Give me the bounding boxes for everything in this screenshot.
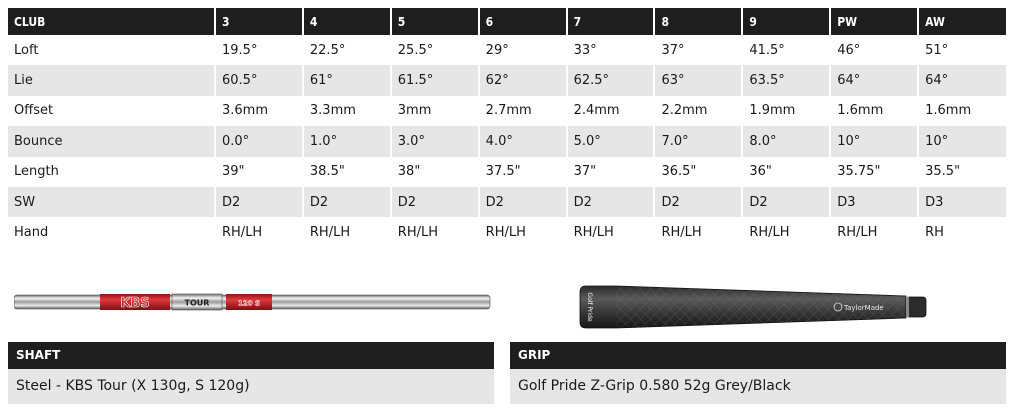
table-cell: RH/LH (830, 217, 918, 247)
table-cell: 10° (830, 126, 918, 156)
table-cell: 37" (567, 157, 655, 187)
row-label: Loft (8, 35, 215, 65)
table-cell: 25.5° (391, 35, 479, 65)
shaft-section (8, 342, 494, 404)
table-cell: 1.6mm (918, 96, 1006, 126)
table-cell: 19.5° (215, 35, 303, 65)
table-cell: 22.5° (303, 35, 391, 65)
row-label: Bounce (8, 126, 215, 156)
table-cell: D2 (654, 187, 742, 217)
table-cell: 36" (742, 157, 830, 187)
table-cell: 2.2mm (654, 96, 742, 126)
grip-title: GRIP (510, 342, 1006, 369)
table-cell: 2.4mm (567, 96, 655, 126)
column-header: 7 (567, 8, 655, 35)
table-cell: 37° (654, 35, 742, 65)
table-cell: 64° (918, 65, 1006, 95)
grip-logo-text: TaylorMade (844, 304, 884, 312)
table-cell: D2 (567, 187, 655, 217)
table-cell: D3 (918, 187, 1006, 217)
table-cell: RH/LH (742, 217, 830, 247)
table-cell: 63.5° (742, 65, 830, 95)
grip-section (510, 342, 1006, 404)
table-cell: 62.5° (567, 65, 655, 95)
column-header: 4 (303, 8, 391, 35)
table-cell: 3.6mm (215, 96, 303, 126)
table-cell: 35.5" (918, 157, 1006, 187)
row-label: Hand (8, 217, 215, 247)
table-cell: 5.0° (567, 126, 655, 156)
table-cell: RH/LH (215, 217, 303, 247)
table-cell: 8.0° (742, 126, 830, 156)
shaft-spec-text: 120 S (237, 299, 261, 308)
table-row-sw (8, 187, 1006, 217)
column-header: AW (918, 8, 1006, 35)
table-cell: RH/LH (479, 217, 567, 247)
table-cell: 29° (479, 35, 567, 65)
column-header: 6 (479, 8, 567, 35)
table-cell: 64° (830, 65, 918, 95)
grip-image (576, 284, 932, 330)
table-cell: RH/LH (567, 217, 655, 247)
specs-table (8, 8, 1006, 248)
grip-value: Golf Pride Z-Grip 0.580 52g Grey/Black (510, 369, 1006, 404)
table-cell: RH/LH (303, 217, 391, 247)
table-cell: 4.0° (479, 126, 567, 156)
table-row-length (8, 157, 1006, 187)
table-cell: 39" (215, 157, 303, 187)
table-cell: D2 (391, 187, 479, 217)
table-cell: D3 (830, 187, 918, 217)
table-cell: 61° (303, 65, 391, 95)
table-cell: 41.5° (742, 35, 830, 65)
column-header: PW (830, 8, 918, 35)
table-cell: 61.5° (391, 65, 479, 95)
table-cell: 46° (830, 35, 918, 65)
row-label: Offset (8, 96, 215, 126)
table-cell: RH/LH (654, 217, 742, 247)
row-label: Lie (8, 65, 215, 95)
table-cell: 1.0° (303, 126, 391, 156)
shaft-title: SHAFT (8, 342, 494, 369)
table-cell: D2 (215, 187, 303, 217)
shaft-image (14, 290, 492, 314)
column-header: 8 (654, 8, 742, 35)
table-header-row (8, 8, 1006, 35)
column-header-club: CLUB (8, 8, 215, 35)
table-row-lie (8, 65, 1006, 95)
table-cell: 60.5° (215, 65, 303, 95)
table-cell: 0.0° (215, 126, 303, 156)
table-cell: 35.75" (830, 157, 918, 187)
table-cell: D2 (303, 187, 391, 217)
table-row-hand (8, 217, 1006, 247)
shaft-model-text: TOUR (184, 298, 210, 308)
table-cell: 3.3mm (303, 96, 391, 126)
table-cell: 3mm (391, 96, 479, 126)
table-row-offset (8, 96, 1006, 126)
shaft-brand-text: KBS (120, 296, 150, 311)
table-cell: 1.9mm (742, 96, 830, 126)
table-cell: 1.6mm (830, 96, 918, 126)
row-label: SW (8, 187, 215, 217)
table-cell: 3.0° (391, 126, 479, 156)
column-header: 9 (742, 8, 830, 35)
table-row-loft (8, 35, 1006, 65)
table-cell: 62° (479, 65, 567, 95)
table-cell: 37.5" (479, 157, 567, 187)
table-cell: 38.5" (303, 157, 391, 187)
table-cell: 36.5" (654, 157, 742, 187)
shaft-value: Steel - KBS Tour (X 130g, S 120g) (8, 369, 494, 404)
table-row-bounce (8, 126, 1006, 156)
table-cell: D2 (479, 187, 567, 217)
table-cell: RH/LH (391, 217, 479, 247)
grip-brand-text: Golf Pride (586, 292, 593, 322)
table-cell: 38" (391, 157, 479, 187)
row-label: Length (8, 157, 215, 187)
table-cell: 2.7mm (479, 96, 567, 126)
table-cell: 33° (567, 35, 655, 65)
column-header: 3 (215, 8, 303, 35)
column-header: 5 (391, 8, 479, 35)
table-cell: 7.0° (654, 126, 742, 156)
table-cell: 51° (918, 35, 1006, 65)
table-cell: D2 (742, 187, 830, 217)
table-cell: 63° (654, 65, 742, 95)
table-cell: 10° (918, 126, 1006, 156)
table-cell: RH (918, 217, 1006, 247)
